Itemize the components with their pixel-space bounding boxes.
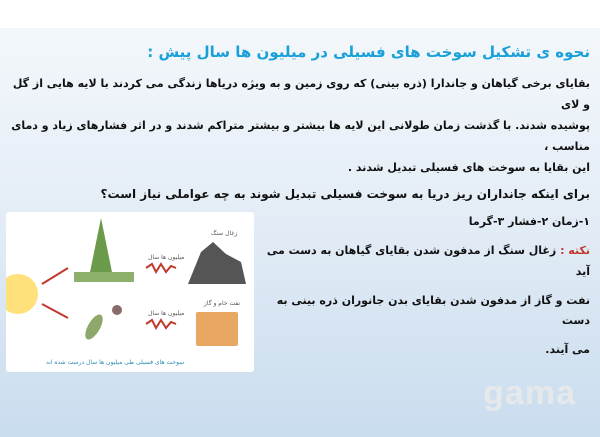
note-text: زغال سنگ از مدفون شدن بقایای گیاهان به دست می آید bbox=[266, 243, 590, 278]
answer: ۱-زمان ۲-فشار ۳-گرما bbox=[468, 214, 590, 228]
content-row bbox=[6, 212, 590, 372]
arrow-icon bbox=[42, 268, 68, 284]
gama-logo: gama bbox=[483, 373, 576, 412]
figure-caption: سوخت های فسیلی طی میلیون ها سال درست شده اند bbox=[46, 358, 185, 366]
plankton-icon bbox=[82, 312, 106, 342]
oil-gas-label: نفت خام و گاز bbox=[204, 299, 241, 307]
fossil-fuel-diagram bbox=[6, 212, 254, 372]
note-line-3: می آیند. bbox=[545, 343, 590, 357]
paragraph-line-2: پوشیده شدند. با گذشت زمان طولانی این لایه ها بیشتر و بیشتر متراکم شدند و در اثر فشارهای زیاد و دمای مناسب ، bbox=[11, 119, 590, 153]
years-label: میلیون ها سال bbox=[148, 253, 185, 261]
oil-barrels-icon bbox=[196, 312, 238, 346]
slide-background bbox=[0, 28, 600, 437]
zigzag-arrow-icon bbox=[146, 264, 176, 272]
paragraph-line-3: این بقایا به سوخت های فسیلی تبدیل شدند . bbox=[347, 160, 590, 174]
years-label: میلیون ها سال bbox=[148, 309, 185, 317]
question: برای اینکه جانداران ریز دریا به سوخت فسیلی تبدیل شوند به چه عواملی نیاز است؟ bbox=[100, 186, 590, 201]
sun-icon bbox=[6, 274, 38, 314]
coal-icon bbox=[188, 242, 246, 284]
paragraph-line-1: بقایای برخی گیاهان و جاندارا (ذره بینی) که روی زمین و به ویژه دریاها زندگی می کردند با لایه هایی از گل و لای bbox=[12, 77, 590, 112]
coal-label: زغال سنگ bbox=[211, 229, 238, 237]
slide-title: نحوه ی تشکیل سوخت های فسیلی در میلیون ها سال پیش : bbox=[147, 43, 590, 61]
zigzag-arrow-icon bbox=[146, 320, 176, 328]
note-line-1 bbox=[262, 241, 590, 283]
text-column bbox=[262, 212, 590, 369]
note-label: نکته : bbox=[560, 243, 590, 257]
note-line-2: نفت و گاز از مدفون شدن بقایای بدن جانوران ذره بینی به دست bbox=[276, 293, 590, 328]
arrow-icon bbox=[42, 304, 68, 318]
